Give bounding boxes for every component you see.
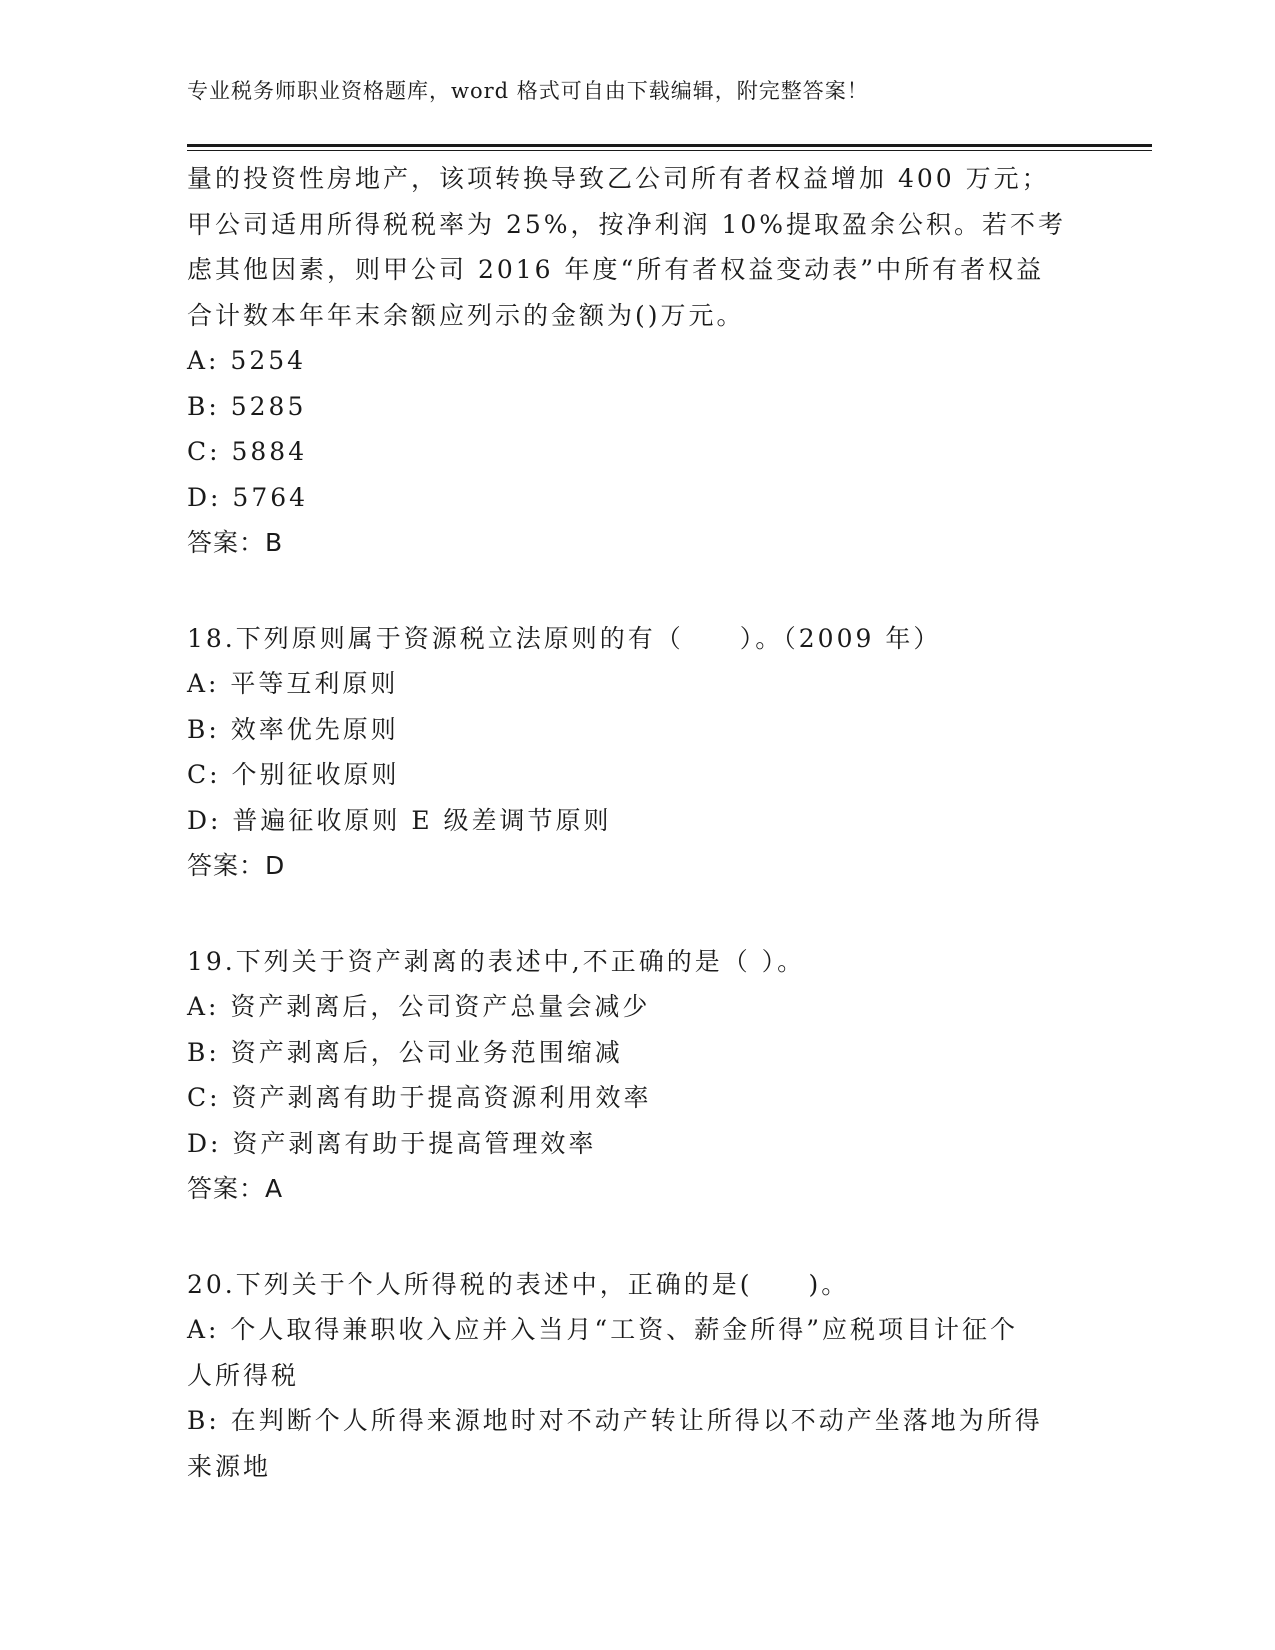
question-17 — [187, 156, 1087, 566]
option-a: A: 资产剥离后，公司资产总量会减少 — [187, 992, 651, 1021]
question-text-line: 甲公司适用所得税税率为 25%，按净利润 10%提取盈余公积。若不考 — [187, 209, 1067, 239]
option-c: C: 5884 — [187, 437, 308, 466]
question-text-line: 量的投资性房地产，该项转换导致乙公司所有者权益增加 400 万元； — [187, 164, 1050, 193]
option-d: D: 资产剥离有助于提高管理效率 — [187, 1128, 597, 1158]
option-b-continued: 来源地 — [187, 1451, 272, 1481]
document-body — [187, 156, 1087, 1489]
answer: 答案：A — [187, 1174, 284, 1203]
question-text-line: 合计数本年年末余额应列示的金额为()万元。 — [187, 300, 745, 330]
option-c: C: 资产剥离有助于提高资源利用效率 — [187, 1083, 652, 1112]
option-a-continued: 人所得税 — [187, 1360, 300, 1390]
option-a: A: 个人取得兼职收入应并入当月“工资、薪金所得”应税项目计征个 — [187, 1315, 1018, 1344]
page-header: 专业税务师职业资格题库，word 格式可自由下载编辑，附完整答案！ — [187, 79, 869, 103]
option-b: B: 资产剥离后，公司业务范围缩减 — [187, 1037, 623, 1067]
question-text-line: 虑其他因素，则甲公司 2016 年度“所有者权益变动表”中所有者权益 — [187, 255, 1045, 284]
question-19 — [187, 939, 1087, 1212]
question-stem: 20.下列关于个人所得税的表述中，正确的是( )。 — [187, 1269, 850, 1299]
option-b: B: 在判断个人所得来源地时对不动产转让所得以不动产坐落地为所得 — [187, 1406, 1043, 1435]
option-d: D: 普遍征收原则 E 级差调节原则 — [187, 805, 612, 835]
answer: 答案：B — [187, 528, 284, 557]
answer: 答案：D — [187, 851, 286, 880]
option-a: A: 5254 — [187, 346, 307, 375]
option-b: B: 5285 — [187, 391, 307, 421]
option-d: D: 5764 — [187, 482, 309, 512]
option-a: A: 平等互利原则 — [187, 669, 399, 698]
question-18 — [187, 616, 1087, 889]
header-divider-thin — [187, 150, 1152, 151]
header-divider — [187, 144, 1152, 147]
question-20 — [187, 1262, 1087, 1490]
option-b: B: 效率优先原则 — [187, 714, 399, 744]
question-stem: 18.下列原则属于资源税立法原则的有（ ）。（2009 年） — [187, 623, 942, 653]
option-c: C: 个别征收原则 — [187, 760, 400, 789]
question-stem: 19.下列关于资产剥离的表述中,不正确的是（ ）。 — [187, 946, 806, 976]
